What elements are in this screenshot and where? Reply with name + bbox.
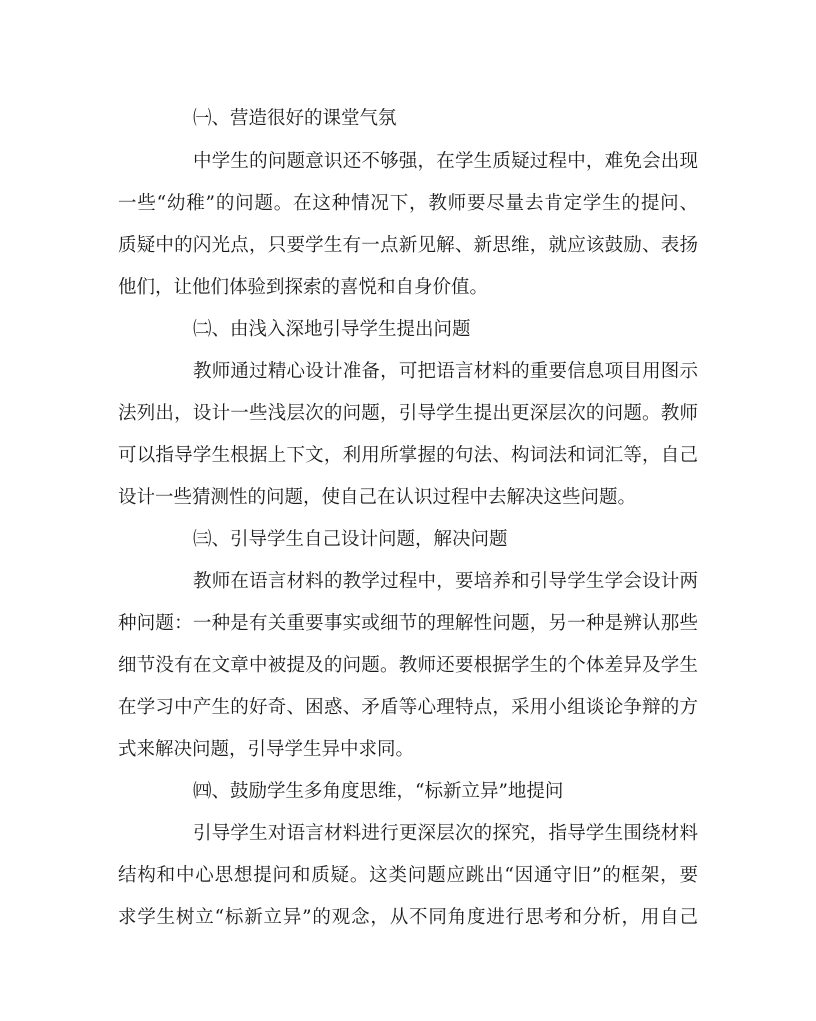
paragraph-2-line-4: 设计一些猜测性的问题，使自己在认识过程中去解决这些问题。: [118, 487, 637, 508]
paragraph-4-line-3: 求学生树立“标新立异”的观念，从不同角度进行思考和分析，用自己: [118, 907, 698, 928]
paragraph-1-line-1: 中学生的问题意识还不够强，在学生质疑过程中，难免会出现: [193, 151, 698, 172]
paragraph-1-line-4: 他们，让他们体验到探索的喜悦和自身价值。: [118, 277, 489, 298]
paragraph-3-line-4: 在学习中产生的好奇、困惑、矛盾等心理特点，采用小组谈论争辩的方: [118, 697, 698, 718]
paragraph-2-line-2: 法列出，设计一些浅层次的问题，引导学生提出更深层次的问题。教师: [118, 403, 698, 424]
paragraph-4-line-2: 结构和中心思想提问和质疑。这类问题应跳出“因通守旧”的框架，要: [118, 865, 698, 886]
section-heading-1: ㈠、营造很好的课堂气氛: [193, 108, 397, 129]
section-heading-2: ㈡、由浅入深地引导学生提出问题: [193, 319, 471, 340]
paragraph-4-line-1: 引导学生对语言材料进行更深层次的探究，指导学生围绕材料: [193, 823, 698, 844]
section-heading-3: ㈢、引导学生自己设计问题，解决问题: [193, 529, 508, 550]
section-heading-4: ㈣、鼓励学生多角度思维，“标新立异”地提问: [193, 781, 564, 802]
paragraph-3-line-2: 种问题：一种是有关重要事实或细节的理解性问题，另一种是辨认那些: [118, 613, 698, 634]
paragraph-3-line-5: 式来解决问题，引导学生异中求同。: [118, 739, 415, 760]
paragraph-1-line-3: 质疑中的闪光点，只要学生有一点新见解、新思维，就应该鼓励、表扬: [118, 235, 698, 256]
paragraph-2-line-1: 教师通过精心设计准备，可把语言材料的重要信息项目用图示: [193, 361, 698, 382]
paragraph-2-line-3: 可以指导学生根据上下文，利用所掌握的句法、构词法和词汇等，自己: [118, 445, 698, 466]
paragraph-1-line-2: 一些“幼稚”的问题。在这种情况下，教师要尽量去肯定学生的提问、: [118, 193, 698, 214]
paragraph-3-line-3: 细节没有在文章中被提及的问题。教师还要根据学生的个体差异及学生: [118, 655, 698, 676]
paragraph-3-line-1: 教师在语言材料的教学过程中，要培养和引导学生学会设计两: [193, 571, 698, 592]
